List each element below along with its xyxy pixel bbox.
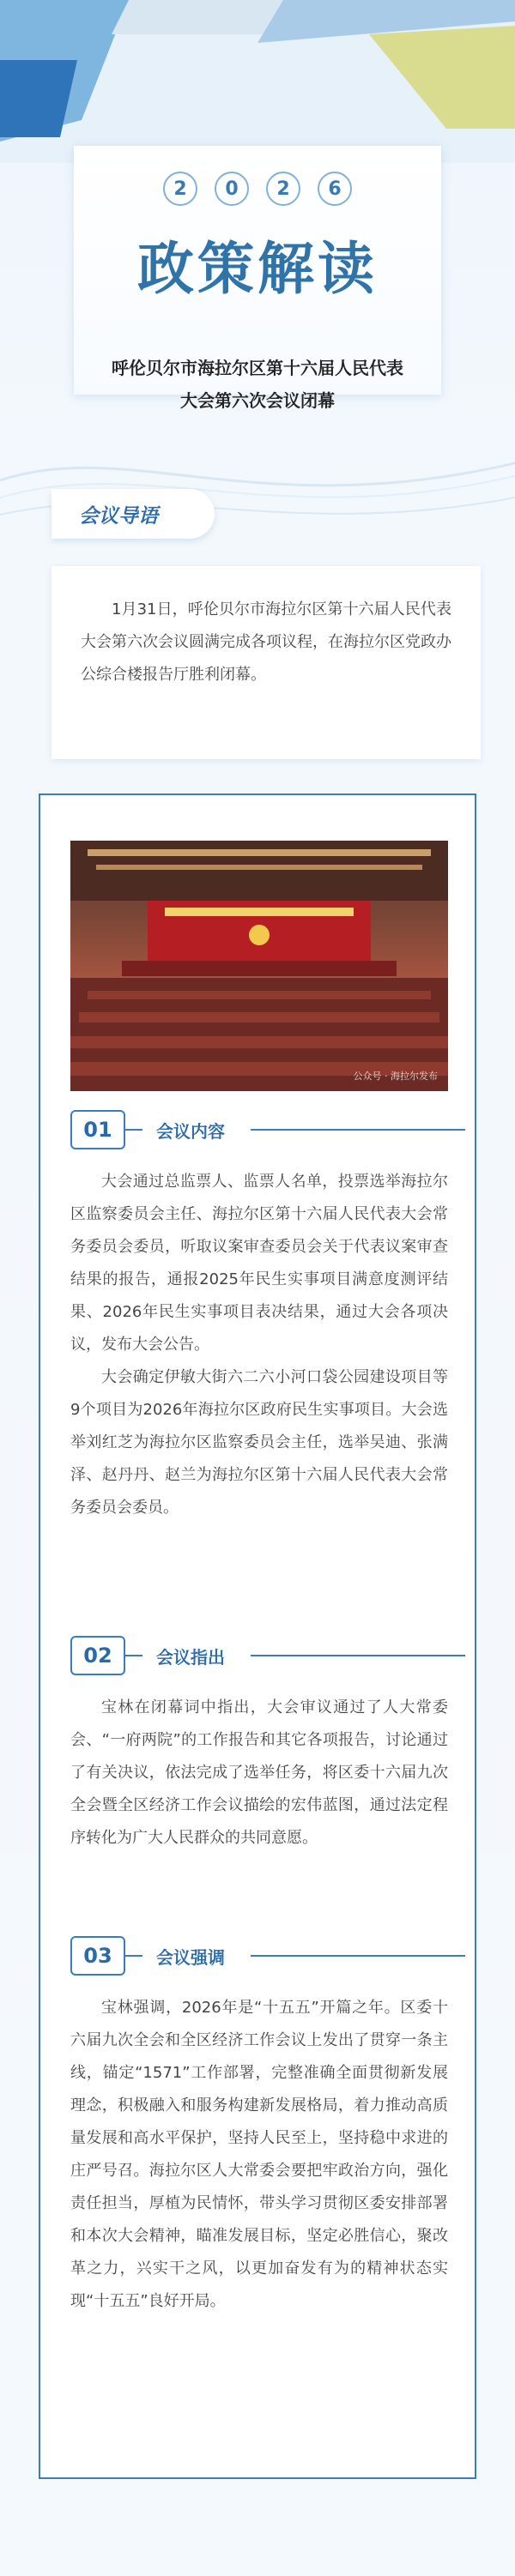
section-title: 会议指出 bbox=[156, 1647, 225, 1668]
page-title: 政策解读 bbox=[137, 235, 378, 302]
paragraph: 大会通过总监票人、监票人名单，投票选举海拉尔区监察委员会主任、海拉尔区第十六届人民代表大会常务委员会委员，听取议案审查委员会关于代表议案审查结果的报告，通报2025年民生实事项目满意度测评结果、2026年民生实事项目表决结果，通过大会各项决议，发布大会公告。 bbox=[70, 1173, 448, 1354]
paragraph: 宝林强调，2026年是“十五五”开篇之年。区委十六届九次全会和全区经济工作会议上发出了贯穿一条主线，锚定“1571”工作部署，完整准确全面贯彻新发展理念，积极融入和服务构建新发展格局，着力推动高质量发展和高水平保护，坚持人民至上，坚持稳中求进的庄严号召。海拉尔区人大常委会要把牢政治方向，强化责任担当，厚植为民情怀，带头学习贯彻区委安排部署和本次大会精神，瞄准发展目标，坚定必胜信心，聚改革之力，兴实干之风，以更加奋发有为的精神状态实现“十五五”良好开局。 bbox=[70, 1999, 448, 2310]
section-number: 03 bbox=[70, 1936, 125, 1976]
year-digit: 2 bbox=[163, 172, 197, 206]
year-digit: 6 bbox=[318, 172, 352, 206]
year-digit: 2 bbox=[266, 172, 300, 206]
subtitle bbox=[0, 352, 515, 417]
content-box bbox=[39, 793, 476, 2479]
divider bbox=[125, 1955, 142, 1957]
banner-decoration bbox=[0, 0, 515, 163]
section-header-03 bbox=[70, 1936, 465, 1976]
section-title: 会议内容 bbox=[156, 1121, 225, 1142]
section-header-02 bbox=[70, 1636, 465, 1675]
photo-watermark: 公众号 · 海拉尔发布 bbox=[353, 1071, 438, 1082]
paragraph: 宝林在闭幕词中指出，大会审议通过了人大常委会、“一府两院”的工作报告和其它各项报告，讨论通过了有关决议，依法完成了选举任务，将区委十六届九次全会暨全区经济工作会议描绘的宏伟蓝图，通过法定程序转化为广大人民群众的共同意愿。 bbox=[70, 1698, 448, 1847]
year-digit: 0 bbox=[215, 172, 249, 206]
section-number: 01 bbox=[70, 1110, 125, 1149]
section-body-01 bbox=[70, 1166, 448, 1524]
intro-text: 1月31日，呼伦贝尔市海拉尔区第十六届人民代表大会第六次会议圆满完成各项议程，在海拉尔区党政办公综合楼报告厅胜利闭幕。 bbox=[81, 600, 451, 684]
meeting-photo bbox=[70, 841, 448, 1091]
intro-box bbox=[52, 566, 481, 759]
intro-tag: 会议导语 bbox=[52, 489, 215, 539]
divider bbox=[125, 1129, 142, 1131]
subtitle-line: 大会第六次会议闭幕 bbox=[180, 390, 335, 411]
section-number: 02 bbox=[70, 1636, 125, 1675]
divider bbox=[251, 1129, 465, 1131]
meeting-photo-illustration bbox=[70, 841, 448, 1091]
divider bbox=[251, 1955, 465, 1957]
subtitle-line: 呼伦贝尔市海拉尔区第十六届人民代表 bbox=[112, 358, 403, 378]
section-body-02 bbox=[70, 1692, 448, 1855]
paragraph: 大会确定伊敏大街六二六小河口袋公园建设项目等9个项目为2026年海拉尔区政府民生实事项目。大会选举刘红芝为海拉尔区监察委员会主任，选举吴迪、张满泽、赵丹丹、赵兰为海拉尔区第十六届人民代表大会常务委员会委员。 bbox=[70, 1368, 448, 1517]
section-body-03 bbox=[70, 1992, 448, 2318]
section-header-01 bbox=[70, 1110, 465, 1149]
divider bbox=[125, 1655, 142, 1656]
divider bbox=[251, 1655, 465, 1656]
year-badges bbox=[74, 172, 441, 206]
section-title: 会议强调 bbox=[156, 1947, 225, 1968]
